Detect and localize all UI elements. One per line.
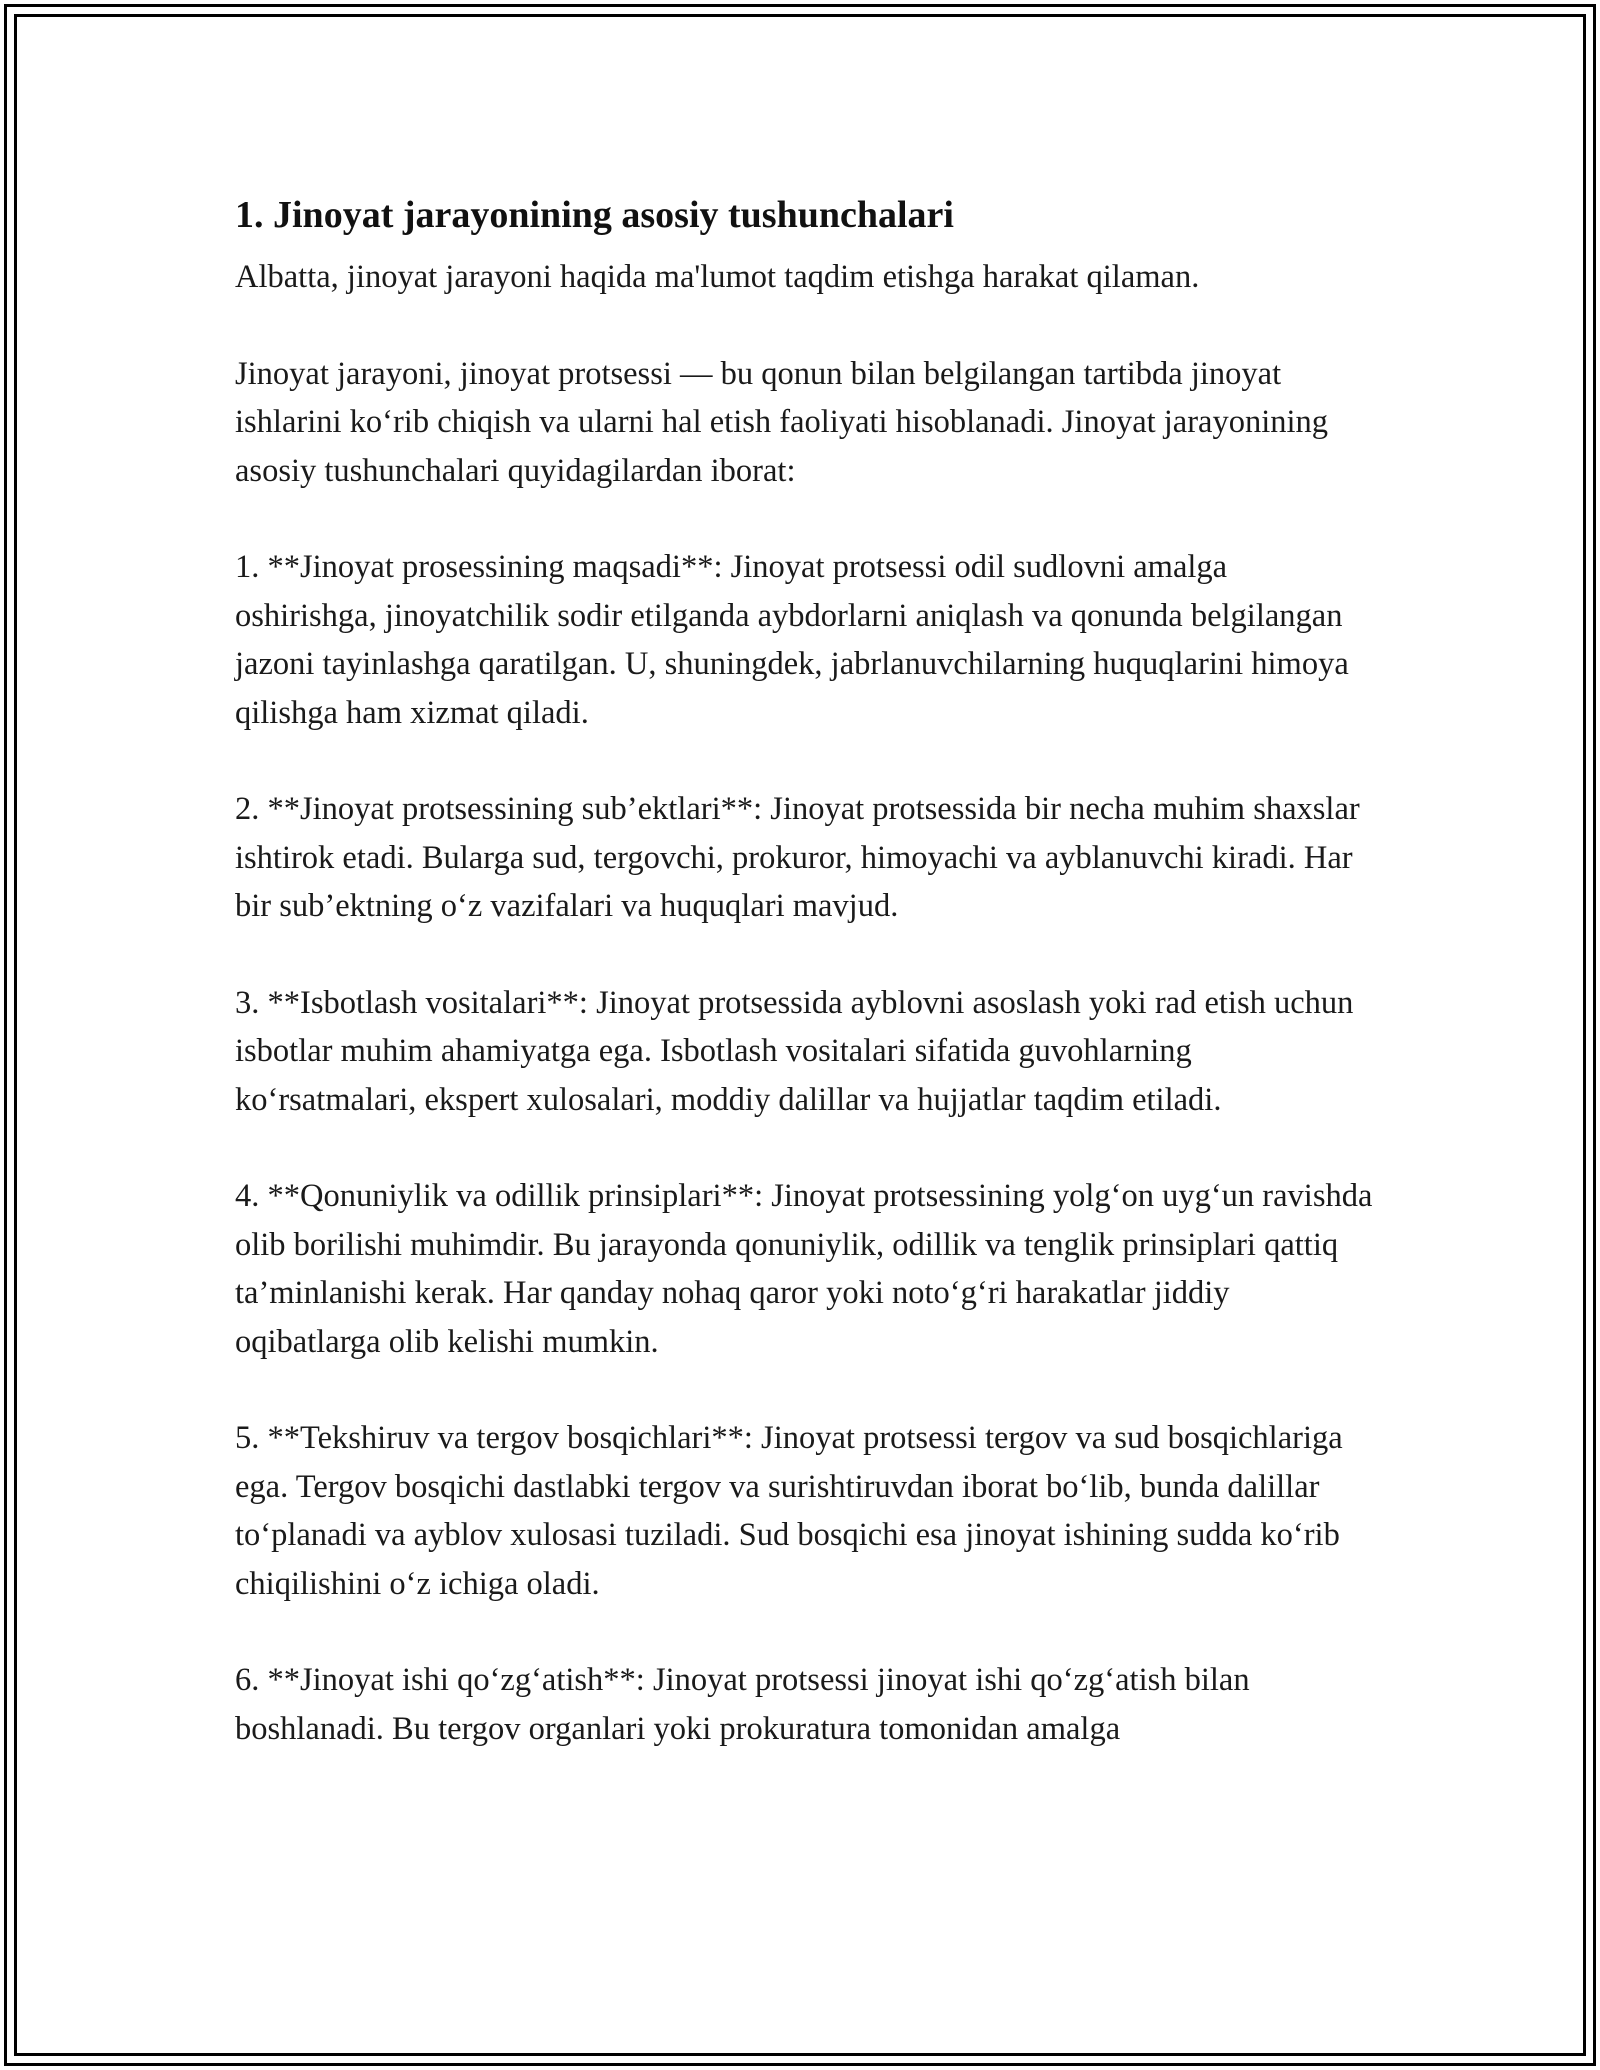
section-heading: 1. Jinoyat jarayonining asosiy tushunchalari [235,194,954,236]
list-item-6-paragraph: 6. **Jinoyat ishi qo‘zg‘atish**: Jinoyat protsessi jinoyat ishi qo‘zg‘atish bilan boshlanadi. Bu tergov organlari yoki prokuratura tomonidan amalga [235,1662,1250,1747]
list-item-3-paragraph: 3. **Isbotlash vositalari**: Jinoyat protsessida ayblovni asoslash yoki rad etish uchun isbotlar muhim ahamiyatga ega. Isbotlash vositalari sifatida guvohlarning ko‘rsatmalari, ekspert xulosalari, moddiy dalillar va hujjatlar taqdim etiladi. [235,984,1354,1118]
list-item-1-paragraph: 1. **Jinoyat prosessining maqsadi**: Jinoyat protsessi odil sudlovni amalga oshirishga, jinoyatchilik sodir etilganda aybdorlarni aniqlash va qonunda belgilangan jazoni tayinlashga qaratilgan. U, shuningdek, jabrlanuvchilarning huquqlarini himoya qilishga ham xizmat qiladi. [235,549,1349,731]
document-body [235,185,1375,1753]
definition-paragraph: Jinoyat jarayoni, jinoyat protsessi — bu qonun bilan belgilangan tartibda jinoyat ishlarini ko‘rib chiqish va ularni hal etish faoliyati hisoblanadi. Jinoyat jarayonining asosiy tushunchalari quyidagilardan iborat: [235,355,1329,489]
list-item-5-paragraph: 5. **Tekshiruv va tergov bosqichlari**: Jinoyat protsessi tergov va sud bosqichlariga ega. Tergov bosqichi dastlabki tergov va surishtiruvdan iborat bo‘lib, bunda dalillar to‘planadi va ayblov xulosasi tuziladi. Sud bosqichi esa jinoyat ishining sudda ko‘rib chiqilishini o‘z ichiga oladi. [235,1420,1343,1602]
list-item-4-paragraph: 4. **Qonuniylik va odillik prinsiplari**: Jinoyat protsessining yolg‘on uyg‘un ravishda olib borilishi muhimdir. Bu jarayonda qonuniylik, odillik va tenglik prinsiplari qattiq ta’minlanishi kerak. Har qanday nohaq qaror yoki noto‘g‘ri harakatlar jiddiy oqibatlarga olib kelishi mumkin. [235,1178,1373,1360]
list-item-2-paragraph: 2. **Jinoyat protsessining sub’ektlari**: Jinoyat protsessida bir necha muhim shaxslar ishtirok etadi. Bularga sud, tergovchi, prokuror, himoyachi va ayblanuvchi kiradi. Har bir sub’ektning o‘z vazifalari va huquqlari mavjud. [235,791,1360,924]
intro-paragraph: Albatta, jinoyat jarayoni haqida ma'lumot taqdim etishga harakat qilaman. [235,259,1200,295]
